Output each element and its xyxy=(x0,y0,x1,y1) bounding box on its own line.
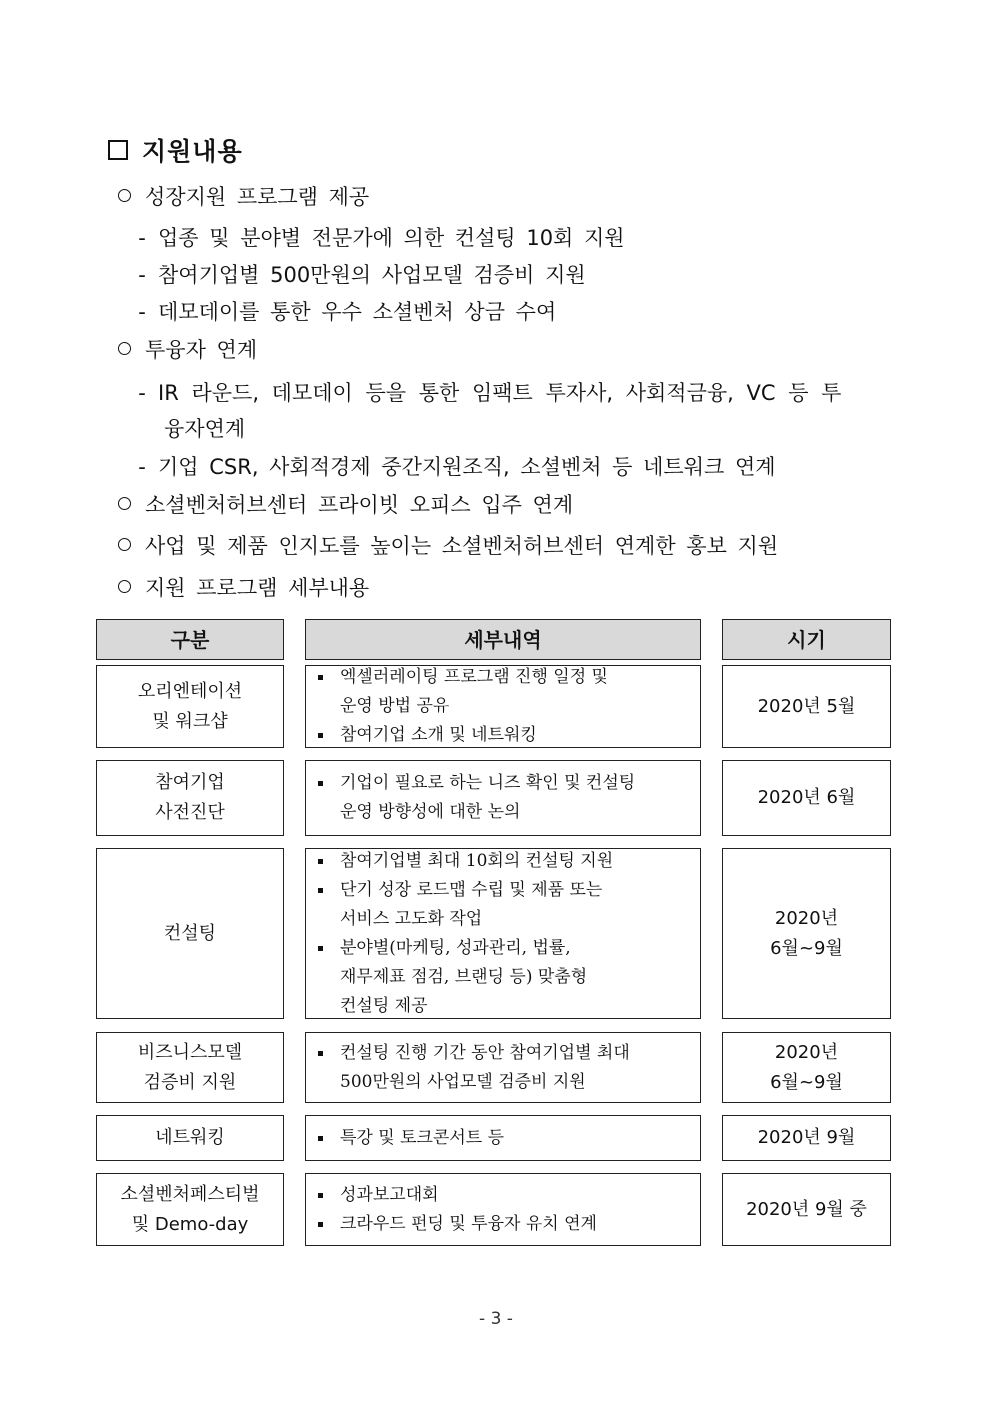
table-row-details xyxy=(305,760,701,836)
empty-square-icon xyxy=(108,140,128,160)
bullet-office: 소셜벤처허브센터 프라이빗 오피스 입주 연계 xyxy=(118,490,573,520)
list-item: 기업이 필요로 하는 니즈 확인 및 컨설팅 xyxy=(314,769,635,798)
sub-item-consulting: - 업종 및 분야별 전문가에 의한 컨설팅 10회 지원 xyxy=(134,223,625,253)
table-row-period: 2020년 6월 xyxy=(722,760,891,836)
circle-bullet-icon xyxy=(118,342,131,355)
list-item-cont: 500만원의 사업모델 검증비 지원 xyxy=(340,1071,586,1092)
list-item: 엑셀러레이팅 프로그램 진행 일정 및 xyxy=(314,663,608,692)
list-item: 성과보고대회 xyxy=(314,1181,597,1210)
table-row-period: 2020년 9월 xyxy=(722,1115,891,1161)
square-bullet-icon xyxy=(318,733,323,738)
sub-item-network-link: - 기업 CSR, 사회적경제 중간지원조직, 소셜벤처 등 네트워크 연계 xyxy=(134,452,776,482)
section-heading xyxy=(108,132,243,168)
table-row-details xyxy=(305,1032,701,1103)
table-row-category: 비즈니스모델 검증비 지원 xyxy=(96,1032,284,1103)
list-item: 참여기업별 최대 10회의 컨설팅 지원 xyxy=(314,847,613,876)
table-row-period: 2020년 5월 xyxy=(722,665,891,748)
square-bullet-icon xyxy=(318,946,323,951)
table-row-period: 2020년 6월~9월 xyxy=(722,848,891,1019)
table-row-details xyxy=(305,1115,701,1161)
sub-item-ir-round: - IR 라운드, 데모데이 등을 통한 임팩트 투자사, 사회적금융, VC 등 투 xyxy=(134,378,841,408)
circle-bullet-icon xyxy=(118,497,131,510)
table-row-category: 참여기업 사전진단 xyxy=(96,760,284,836)
table-row-category: 컨설팅 xyxy=(96,848,284,1019)
table-row-details xyxy=(305,848,701,1019)
circle-bullet-icon xyxy=(118,580,131,593)
list-item: 크라우드 펀딩 및 투융자 유치 연계 xyxy=(314,1210,597,1239)
dash-bullet-icon: - xyxy=(138,455,146,479)
bullet-investor-link: 투융자 연계 xyxy=(118,335,257,365)
table-header-category: 구분 xyxy=(96,619,284,660)
detail-list xyxy=(314,1039,630,1097)
list-item-cont: 재무제표 점검, 브랜딩 등) 맞춤형 xyxy=(340,966,588,987)
square-bullet-icon xyxy=(318,1051,323,1056)
page-number: - 3 - xyxy=(479,1309,513,1329)
table-row-category: 네트워킹 xyxy=(96,1115,284,1161)
list-item-cont: 컨설팅 제공 xyxy=(340,995,428,1016)
sub-item-verification-fund: - 참여기업별 500만원의 사업모델 검증비 지원 xyxy=(134,260,586,290)
table-row-category: 오리엔테이션 및 워크샵 xyxy=(96,665,284,748)
table-row-details xyxy=(305,1173,701,1246)
section-title: 지원내용 xyxy=(142,137,243,166)
dash-bullet-icon: - xyxy=(138,226,146,250)
list-item-cont: 서비스 고도화 작업 xyxy=(340,908,483,929)
square-bullet-icon xyxy=(318,781,323,786)
square-bullet-icon xyxy=(318,1222,323,1227)
table-row-period: 2020년 9월 중 xyxy=(722,1173,891,1246)
dash-bullet-icon: - xyxy=(138,263,146,287)
dash-bullet-icon: - xyxy=(138,300,146,324)
table-row-details xyxy=(305,665,701,748)
bullet-growth-program: 성장지원 프로그램 제공 xyxy=(118,182,369,212)
dash-bullet-icon: - xyxy=(138,381,146,405)
table-row-category: 소셜벤처페스티벌 및 Demo-day xyxy=(96,1173,284,1246)
bullet-promotion: 사업 및 제품 인지도를 높이는 소셜벤처허브센터 연계한 홍보 지원 xyxy=(118,531,778,561)
sub-item-ir-round-cont: 융자연계 xyxy=(164,417,246,441)
table-header-details: 세부내역 xyxy=(305,619,701,660)
square-bullet-icon xyxy=(318,1193,323,1198)
list-item: 분야별(마케팅, 성과관리, 법률, xyxy=(314,934,613,963)
list-item: 특강 및 토크콘서트 등 xyxy=(314,1124,504,1153)
detail-list xyxy=(314,847,613,1021)
square-bullet-icon xyxy=(318,888,323,893)
list-item: 단기 성장 로드맵 수립 및 제품 또는 xyxy=(314,876,613,905)
list-item: 컨설팅 진행 기간 동안 참여기업별 최대 xyxy=(314,1039,630,1068)
detail-list xyxy=(314,1124,504,1153)
circle-bullet-icon xyxy=(118,189,131,202)
sub-item-demo-day-prize: - 데모데이를 통한 우수 소셜벤처 상금 수여 xyxy=(134,297,556,327)
list-item-cont: 운영 방향성에 대한 논의 xyxy=(340,802,521,822)
table-header-period: 시기 xyxy=(722,619,891,660)
square-bullet-icon xyxy=(318,1136,323,1141)
list-item-cont: 운영 방법 공유 xyxy=(340,696,450,716)
detail-list xyxy=(314,1181,597,1239)
square-bullet-icon xyxy=(318,675,323,680)
circle-bullet-icon xyxy=(118,538,131,551)
square-bullet-icon xyxy=(318,859,323,864)
bullet-program-details: 지원 프로그램 세부내용 xyxy=(118,573,369,603)
list-item: 참여기업 소개 및 네트워킹 xyxy=(314,721,608,750)
table-row-period: 2020년 6월~9월 xyxy=(722,1032,891,1103)
detail-list xyxy=(314,663,608,750)
detail-list xyxy=(314,769,635,827)
